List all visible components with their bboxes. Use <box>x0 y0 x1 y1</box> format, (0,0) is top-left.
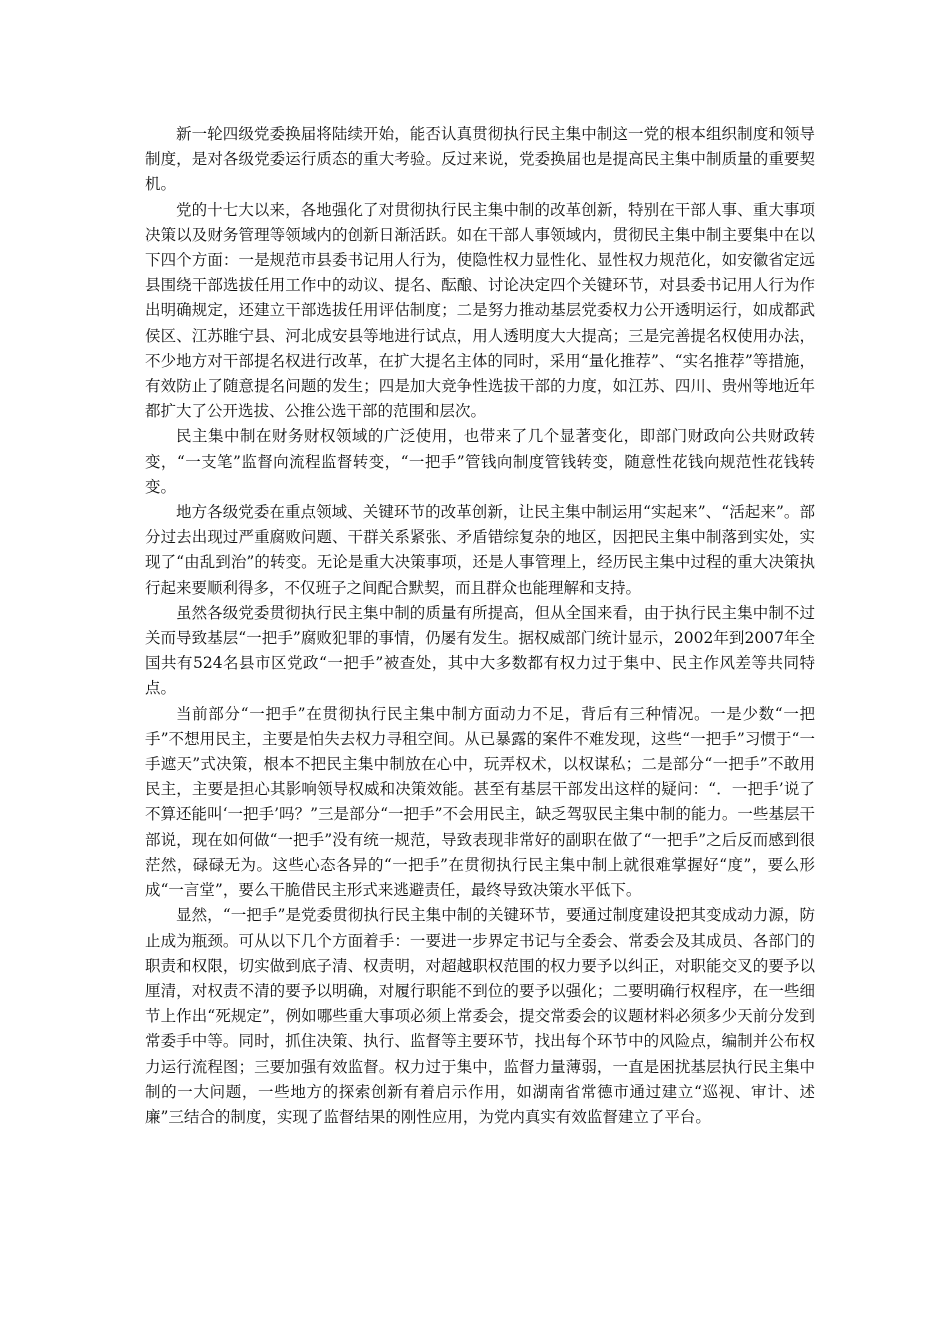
paragraph-2: 党的十七大以来，各地强化了对贯彻执行民主集中制的改革创新，特别在干部人事、重大事项决策以及财务管理等领域内的创新日渐活跃。如在干部人事领域内，贯彻民主集中制主要集中在以下四个方面：一是规范市县委书记用人行为，使隐性权力显性化、显性权力规范化，如安徽省定远县围绕干部选拔任用工作中的动议、提名、酝酿、讨论决定四个关键环节，对县委书记用人行为作出明确规定，还建立干部选拔任用评估制度；二是努力推动基层党委权力公开透明运行，如成都武侯区、江苏睢宁县、河北成安县等地进行试点，用人透明度大大提高；三是完善提名权使用办法，不少地方对干部提名权进行改革，在扩大提名主体的同时，采用“量化推荐”、“实名推荐”等措施，有效防止了随意提名问题的发生；四是加大竞争性选拔干部的力度，如江苏、四川、贵州等地近年都扩大了公开选拔、公推公选干部的范围和层次。 <box>145 200 815 421</box>
article-body <box>145 122 815 1130</box>
paragraph-3: 民主集中制在财务财权领域的广泛使用，也带来了几个显著变化，即部门财政向公共财政转变，“一支笔”监督向流程监督转变，“一把手”管钱向制度管钱转变，随意性花钱向规范性花钱转变。 <box>145 427 815 496</box>
paragraph-1: 新一轮四级党委换届将陆续开始，能否认真贯彻执行民主集中制这一党的根本组织制度和领导制度，是对各级党委运行质态的重大考验。反过来说，党委换届也是提高民主集中制质量的重要契机。 <box>145 125 815 194</box>
paragraph-7: 显然，“一把手”是党委贯彻执行民主集中制的关键环节，要通过制度建设把其变成动力源，防止成为瓶颈。可从以下几个方面着手：一要进一步界定书记与全委会、常委会及其成员、各部门的职责和权限，切实做到底子清、权责明，对超越职权范围的权力要予以纠正，对职能交叉的要予以厘清，对权责不清的要予以明确，对履行职能不到位的要予以强化；二要明确行权程序，在一些细节上作出“死规定”，例如哪些重大事项必须上常委会，提交常委会的议题材料必须多少天前分发到常委手中等。同时，抓住决策、执行、监督等主要环节，找出每个环节中的风险点，编制并公布权力运行流程图；三要加强有效监督。权力过于集中，监督力量薄弱，一直是困扰基层执行民主集中制的一大问题，一些地方的探索创新有着启示作用，如湖南省常德市通过建立“巡视、审计、述廉”三结合的制度，实现了监督结果的刚性应用，为党内真实有效监督建立了平台。 <box>145 906 815 1126</box>
paragraph-4: 地方各级党委在重点领域、关键环节的改革创新，让民主集中制运用“实起来”、“活起来”。部分过去出现过严重腐败问题、干群关系紧张、矛盾错综复杂的地区，因把民主集中制落到实处，实现了“由乱到治”的转变。无论是重大决策事项，还是人事管理上，经历民主集中过程的重大决策执行起来要顺利得多，不仅班子之间配合默契，而且群众也能理解和支持。 <box>145 503 815 597</box>
paragraph-5: 虽然各级党委贯彻执行民主集中制的质量有所提高，但从全国来看，由于执行民主集中制不过关而导致基层“一把手”腐败犯罪的事情，仍屡有发生。据权威部门统计显示，2002年到2007年全国共有524名县市区党政“一把手”被查处，其中大多数都有权力过于集中、民主作风差等共同特点。 <box>145 603 815 698</box>
paragraph-6: 当前部分“一把手”在贯彻执行民主集中制方面动力不足，背后有三种情况。一是少数“一把手”不想用民主，主要是怕失去权力寻租空间。从已暴露的案件不难发现，这些“一把手”习惯于“一手遮天”式决策，根本不把民主集中制放在心中，玩弄权术，以权谋私；二是部分“一把手”不敢用民主，主要是担心其影响领导权威和决策效能。甚至有基层干部发出这样的疑问：“．一把手’说了不算还能叫‘一把手’吗？”三是部分“一把手”不会用民主，缺乏驾驭民主集中制的能力。一些基层干部说，现在如何做“一把手”没有统一规范，导致表现非常好的副职在做了“一把手”之后反而感到很茫然，碌碌无为。这些心态各异的“一把手”在贯彻执行民主集中制上就很难掌握好“度”，要么形成“一言堂”，要么干脆借民主形式来逃避责任，最终导致决策水平低下。 <box>145 704 815 900</box>
